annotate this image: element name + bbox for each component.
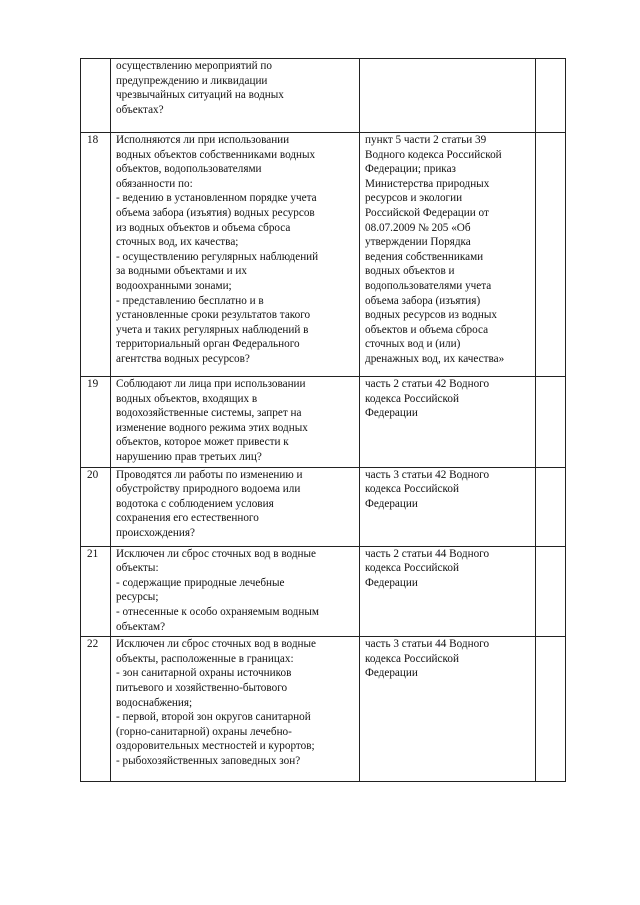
question-line: объектам? — [116, 620, 166, 633]
answer-mark-cell — [536, 637, 566, 782]
reference-line: кодекса Российской — [365, 562, 459, 575]
row-number: 22 — [81, 637, 111, 782]
reference-line: Федерации — [365, 497, 418, 510]
question-line: предупреждению и ликвидации — [116, 74, 268, 87]
reference-line: Водного кодекса Российской — [365, 148, 502, 161]
question-line: водоснабжения; — [116, 696, 193, 709]
question-line: водотока с соблюдением условия — [116, 497, 274, 510]
legal-reference-cell — [360, 133, 536, 377]
reference-line: часть 2 статьи 44 Водного — [365, 547, 490, 560]
question-line: объектов, водопользователями — [116, 163, 262, 176]
table-row — [81, 133, 566, 377]
answer-mark-cell — [536, 133, 566, 377]
question-line: - зон санитарной охраны источников — [116, 667, 292, 680]
question-line: объема забора (изъятия) водных ресурсов — [116, 206, 315, 219]
question-line: объектах? — [116, 103, 164, 116]
question-line: осуществлению мероприятий по — [116, 60, 272, 72]
reference-line: Федерации — [365, 576, 418, 589]
legal-reference-cell — [360, 59, 536, 133]
table-row — [81, 546, 566, 637]
reference-line: объема забора (изъятия) — [365, 294, 481, 307]
reference-line: водных объектов и — [365, 265, 455, 278]
row-number: 19 — [81, 377, 111, 468]
row-number: 18 — [81, 133, 111, 377]
question-line: Исключен ли сброс сточных вод в водные — [116, 638, 316, 651]
row-number: 20 — [81, 467, 111, 546]
question-line: оздоровительных местностей и курортов; — [116, 740, 315, 753]
question-line: водных объектов, входящих в — [116, 392, 258, 405]
answer-mark-cell — [536, 377, 566, 468]
checklist-table — [80, 58, 566, 782]
question-line: из водных объектов и объема сброса — [116, 221, 291, 234]
row-number — [81, 59, 111, 133]
legal-reference-cell — [360, 637, 536, 782]
row-number: 21 — [81, 546, 111, 637]
question-line: объекты, расположенные в границах: — [116, 652, 294, 665]
reference-line: Российской Федерации от — [365, 206, 489, 219]
reference-line: утверждении Порядка — [365, 236, 471, 249]
reference-line: объектов и объема сброса — [365, 323, 489, 336]
question-line: Проводятся ли работы по изменению и — [116, 468, 303, 481]
reference-line: Федерации; приказ — [365, 163, 456, 176]
reference-line: часть 2 статьи 42 Водного — [365, 378, 490, 390]
question-line: изменение водного режима этих водных — [116, 421, 308, 434]
reference-line: водных ресурсов из водных — [365, 309, 498, 322]
reference-line: пункт 5 части 2 статьи 39 — [365, 134, 487, 146]
reference-line: часть 3 статьи 44 Водного — [365, 638, 490, 651]
reference-line: 08.07.2009 № 205 «Об — [365, 221, 471, 234]
question-cell — [111, 133, 360, 377]
reference-line: ресурсов и экологии — [365, 192, 463, 205]
question-line: территориальный орган Федерального — [116, 338, 300, 351]
question-line: обязанности по: — [116, 177, 193, 190]
question-line: Исключен ли сброс сточных вод в водные — [116, 547, 316, 560]
answer-mark-cell — [536, 467, 566, 546]
question-line: обустройству природного водоема или — [116, 483, 301, 496]
table-row — [81, 377, 566, 468]
question-line: - представлению бесплатно и в — [116, 294, 264, 307]
reference-line: кодекса Российской — [365, 652, 459, 665]
reference-line: Федерации — [365, 407, 418, 420]
question-line: (горно-санитарной) охраны лечебно- — [116, 725, 292, 738]
reference-line: дренажных вод, их качества» — [365, 352, 505, 365]
question-line: - рыбохозяйственных заповедных зон? — [116, 754, 301, 767]
reference-line: часть 3 статьи 42 Водного — [365, 468, 490, 481]
question-line: установленные сроки результатов такого — [116, 309, 311, 322]
question-line: учета и таких регулярных наблюдений в — [116, 323, 309, 336]
question-line: водоохранными зонами; — [116, 279, 232, 292]
question-cell — [111, 467, 360, 546]
question-line: Исполняются ли при использовании — [116, 134, 290, 146]
question-line: объектов, которое может привести к — [116, 436, 289, 449]
question-line: нарушению прав третьих лиц? — [116, 450, 262, 463]
reference-line: сточных вод и (или) — [365, 338, 461, 351]
question-line: сточных вод, их качества; — [116, 236, 239, 249]
question-line: - ведению в установленном порядке учета — [116, 192, 317, 205]
reference-line: кодекса Российской — [365, 483, 459, 496]
question-cell — [111, 59, 360, 133]
question-line: - первой, второй зон округов санитарной — [116, 711, 311, 724]
reference-line: ведения собственниками — [365, 250, 484, 263]
question-line: - содержащие природные лечебные — [116, 576, 285, 589]
question-line: агентства водных ресурсов? — [116, 352, 250, 365]
question-line: происхождения? — [116, 526, 195, 539]
checklist-rows — [81, 59, 566, 782]
reference-line: водопользователями учета — [365, 279, 492, 292]
question-line: за водными объектами и их — [116, 265, 247, 278]
answer-mark-cell — [536, 546, 566, 637]
question-cell — [111, 637, 360, 782]
table-row — [81, 637, 566, 782]
question-line: чрезвычайных ситуаций на водных — [116, 89, 284, 102]
question-line: сохранения его естественного — [116, 512, 259, 525]
table-row — [81, 467, 566, 546]
question-cell — [111, 546, 360, 637]
reference-line: кодекса Российской — [365, 392, 459, 405]
question-line: ресурсы; — [116, 591, 159, 604]
legal-reference-cell — [360, 377, 536, 468]
legal-reference-cell — [360, 467, 536, 546]
question-line: водохозяйственные системы, запрет на — [116, 407, 302, 420]
answer-mark-cell — [536, 59, 566, 133]
question-line: Соблюдают ли лица при использовании — [116, 378, 306, 390]
legal-reference-cell — [360, 546, 536, 637]
question-cell — [111, 377, 360, 468]
question-line: объекты: — [116, 562, 159, 575]
question-line: - осуществлению регулярных наблюдений — [116, 250, 319, 263]
reference-line: Министерства природных — [365, 177, 490, 190]
question-line: - отнесенные к особо охраняемым водным — [116, 605, 319, 618]
question-line: водных объектов собственниками водных — [116, 148, 316, 161]
table-row — [81, 59, 566, 133]
reference-line: Федерации — [365, 667, 418, 680]
question-line: питьевого и хозяйственно-бытового — [116, 681, 288, 694]
